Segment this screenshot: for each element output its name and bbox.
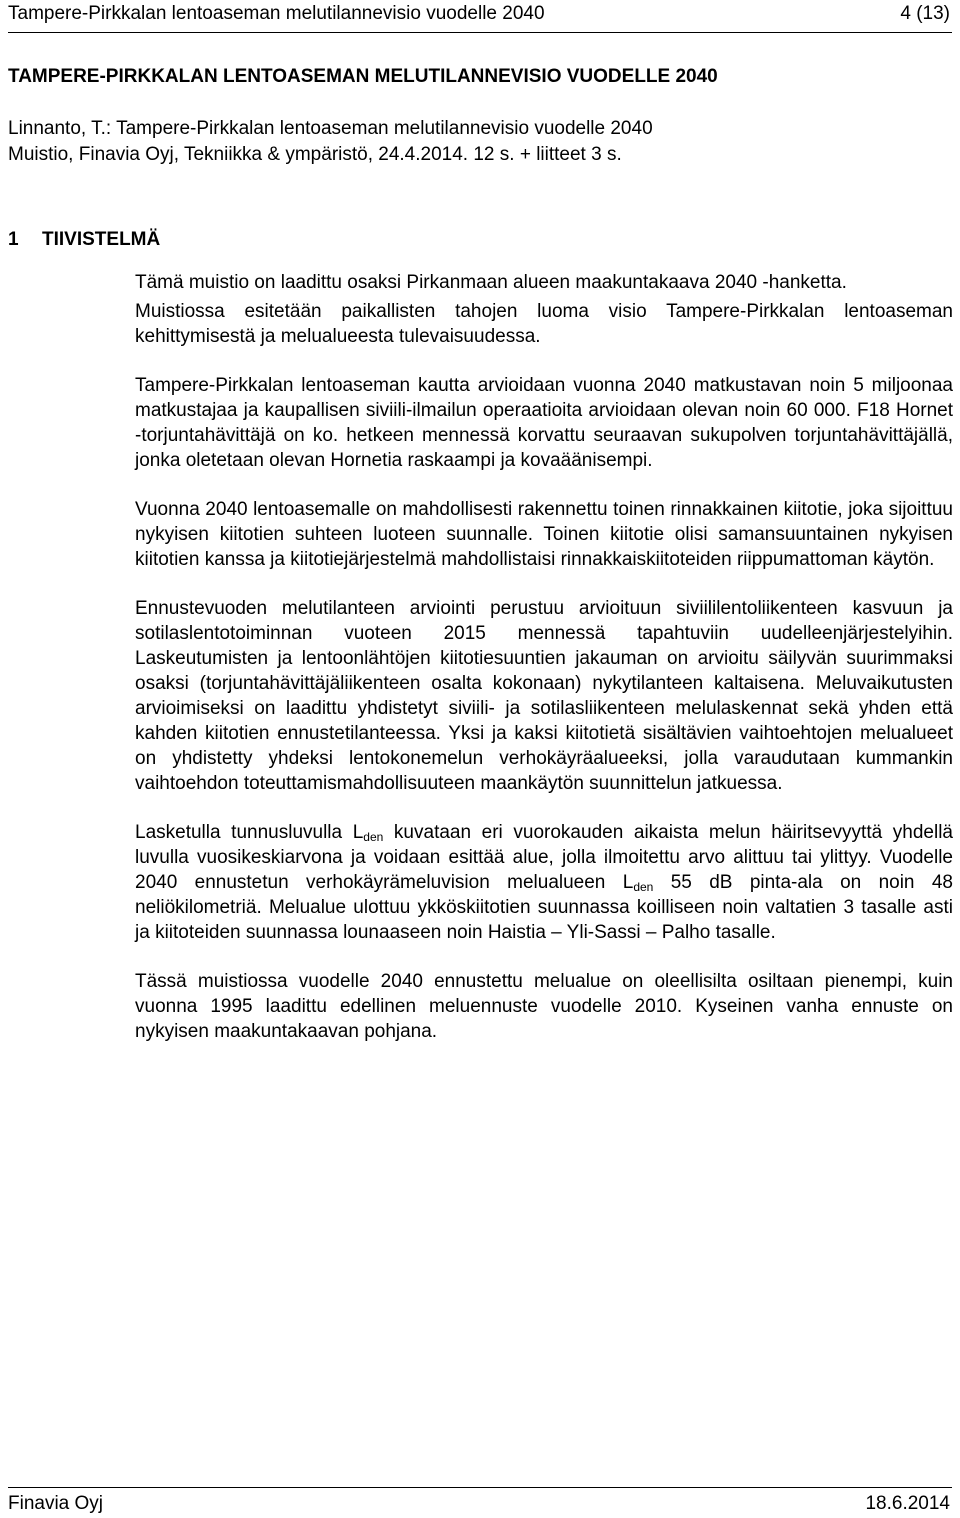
page-footer xyxy=(8,1487,952,1517)
header-title: Tampere-Pirkkalan lentoaseman melutilannevisio vuodelle 2040 xyxy=(8,3,545,24)
page-header xyxy=(8,0,952,33)
paragraph-6-part-c: 55 dB pinta-ala on noin 48 neliökilometriä. Melualue ulottuu ykköskiitotien suunnassa koilliseen noin valtatien 3 tasalle asti ja kiitoteiden suunnassa lounaaseen noin Haistia – Yli-Sassi – Palho tasalle. xyxy=(135,872,953,943)
paragraph-5: Ennustevuoden melutilanteen arviointi perustuu arvioituun siviililentoliikenteen kasvuun ja sotilaslentotoiminnan vuoteen 2015 mennessä tapahtuviin uudelleenjärjestelyihin. Laskeutumisten ja lentoonlähtöjen kiitotiesuuntien jakauman on arvioitu säilyvän suurimmaksi osaksi (torjuntahävittäjäliikenteen osalta kokonaan) nykytilanteen kaltaisena. Meluvaikutusten arvioimiseksi on laadittu yhdistetyt siviili- ja sotilasliikenteen melulaskennat sekä yhden että kahden kiitotien ennustetilanteessa. Yksi ja kaksi kiitotietä sisältävien vaihtoehtojen melualueet on yhdistetty yhdeksi lentokonemelun verhokäyräalueeksi, jolla varaudutaan kummankin vaihtoehdon toteuttamismahdollisuuteen maankäytön suunnittelun jatkuessa. xyxy=(135,598,953,794)
paragraph-6 xyxy=(135,820,953,945)
paragraph-7: Tässä muistiossa vuodelle 2040 ennustettu melualue on oleellisilta osiltaan pienempi, kuin vuonna 1995 laadittu edellinen meluennuste vuodelle 2010. Kyseinen vanha ennuste on nykyisen maakuntakaavan pohjana. xyxy=(135,971,953,1042)
paragraph-1: Tämä muistio on laadittu osaksi Pirkanmaan alueen maakuntakaava 2040 -hanketta. xyxy=(135,272,847,293)
reference-line-1: Linnanto, T.: Tampere-Pirkkalan lentoaseman melutilannevisio vuodelle 2040 xyxy=(8,118,653,139)
paragraph-3: Tampere-Pirkkalan lentoaseman kautta arvioidaan vuonna 2040 matkustavan noin 5 miljoonaa matkustajaa ja kaupallisen siviili-ilmailun operaatioita arvioidaan olevan noin 60 000. F18 Hornet -torjuntahävittäjä on ko. hetkeen mennessä korvattu seuraavan sukupolven torjuntahävittäjällä, jonka oletetaan olevan Hornetia raskaampi ja kovaäänisempi. xyxy=(135,375,953,471)
paragraph-2: Muistiossa esitetään paikallisten tahojen luoma visio Tampere-Pirkkalan lentoaseman kehittymisestä ja melualueesta tulevaisuudessa. xyxy=(135,301,953,347)
paragraph-6-part-a: Lasketulla tunnusluvulla L xyxy=(135,822,364,843)
page-number: 4 (13) xyxy=(900,3,950,24)
paragraph-4: Vuonna 2040 lentoasemalle on mahdollisesti rakennettu toinen rinnakkainen kiitotie, joka sijoittuu nykyisen kiitotien suhteen luoteen suunnalle. Toinen kiitotie olisi samansuuntainen nykyisen kiitotien kanssa ja kiitotiejärjestelmä mahdollistaisi rinnakkaiskiitoteiden riippumattoman käytön. xyxy=(135,499,953,570)
section-heading xyxy=(8,229,160,251)
section-number: 1 xyxy=(8,229,19,250)
footer-company: Finavia Oyj xyxy=(8,1493,104,1514)
section-title: TIIVISTELMÄ xyxy=(42,229,161,250)
reference-block xyxy=(8,116,653,168)
reference-line-2: Muistio, Finavia Oyj, Tekniikka & ympäristö, 24.4.2014. 12 s. + liitteet 3 s. xyxy=(8,144,622,165)
paragraph-6-part-b: kuvataan eri vuorokauden aikaista melun häiritsevyyttä yhdellä luvulla vuosikeskiarvona ja voidaan esittää alue, jolla ilmoitettu arvo alittuu tai ylittyy. Vuodelle 2040 ennustetun verhokäyrämeluvision melualueen L xyxy=(135,822,954,893)
footer-date: 18.6.2014 xyxy=(865,1493,950,1514)
document-title: TAMPERE-PIRKKALAN LENTOASEMAN MELUTILANNEVISIO VUODELLE 2040 xyxy=(8,66,718,87)
lden-subscript: den xyxy=(363,830,384,844)
body-text xyxy=(135,270,953,1068)
lden-subscript: den xyxy=(633,880,654,894)
